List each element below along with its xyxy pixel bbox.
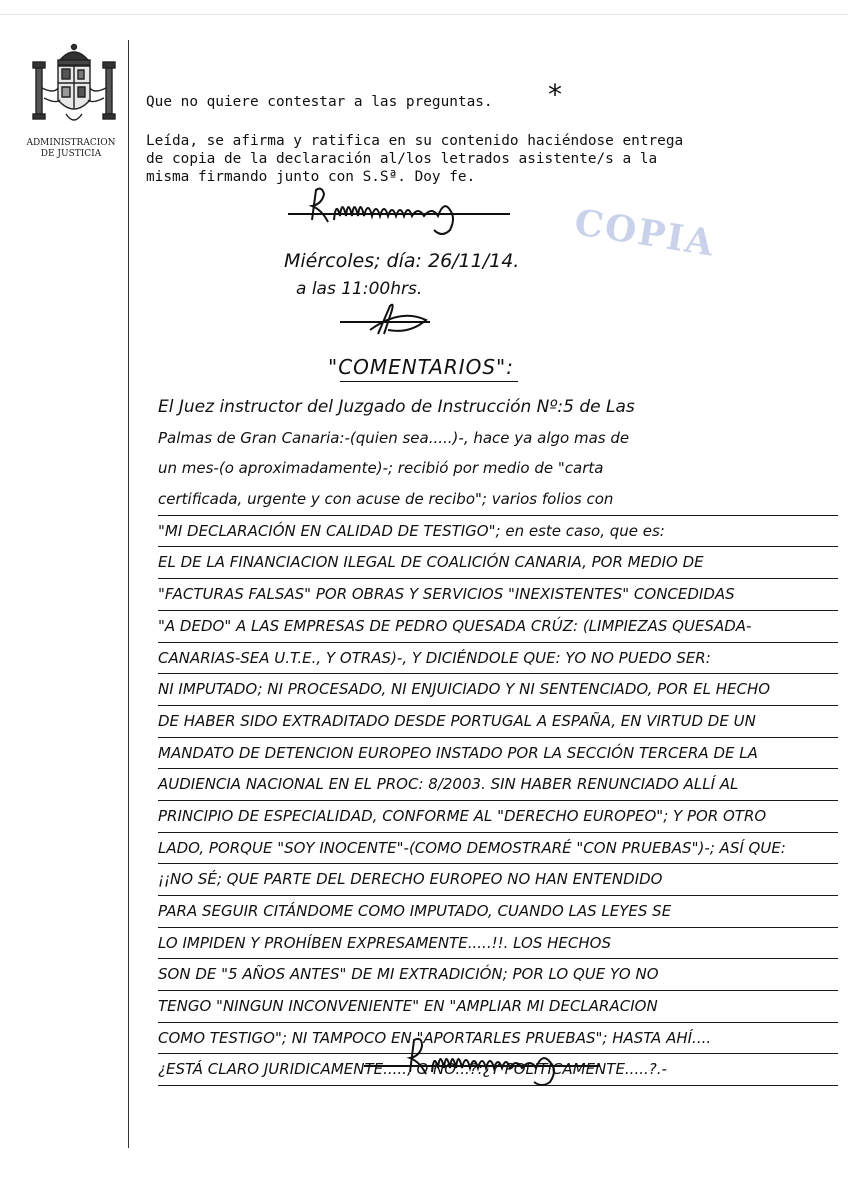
organization-name xyxy=(18,138,124,160)
handwritten-line: certificada, urgente y con acuse de recibo"; varios folios con xyxy=(158,484,838,516)
handwritten-line: ¿ESTÁ CLARO JURIDICAMENTE....., O NO...?:¿Y POLITICAMENTE.....?.- xyxy=(158,1054,838,1086)
copy-stamp: COPIA xyxy=(571,201,719,265)
handwritten-line: EL DE LA FINANCIACION ILEGAL DE COALICIÓN CANARIA, POR MEDIO DE xyxy=(158,547,838,579)
coat-of-arms-icon xyxy=(26,38,122,134)
typed-statement: Que no quiere contestar a las preguntas. xyxy=(146,94,493,110)
typed-paragraph-line: misma firmando junto con S.Sª. Doy fe. xyxy=(146,169,476,185)
typed-paragraph xyxy=(146,132,836,186)
handwritten-line: TENGO "NINGUN INCONVENIENTE" EN "AMPLIAR MI DECLARACION xyxy=(158,991,838,1023)
handwritten-line: Palmas de Gran Canaria:-(quien sea.....)-, hace ya algo mas de xyxy=(158,428,630,447)
handwritten-line: MANDATO DE DETENCION EUROPEO INSTADO POR LA SECCIÓN TERCERA DE LA xyxy=(158,738,838,770)
time-line: a las 11:00hrs. xyxy=(296,279,423,299)
top-border xyxy=(0,14,848,15)
date-line: Miércoles; día: 26/11/14. xyxy=(284,250,520,272)
handwritten-line: DE HABER SIDO EXTRADITADO DESDE PORTUGAL A ESPAÑA, EN VIRTUD DE UN xyxy=(158,706,838,738)
handwritten-line: un mes-(o aproximadamente)-; recibió por medio de "carta xyxy=(158,459,604,478)
handwritten-line: "FACTURAS FALSAS" POR OBRAS Y SERVICIOS "INEXISTENTES" CONCEDIDAS xyxy=(158,579,838,611)
handwritten-line: SON DE "5 AÑOS ANTES" DE MI EXTRADICIÓN; POR LO QUE YO NO xyxy=(158,959,838,991)
handwritten-line: LO IMPIDEN Y PROHÍBEN EXPRESAMENTE.....!!. LOS HECHOS xyxy=(158,928,838,960)
margin-rule xyxy=(128,40,129,1148)
organization-line: DE JUSTICIA xyxy=(40,149,102,159)
signature-2 xyxy=(330,300,450,340)
title-underline xyxy=(340,381,518,382)
typed-paragraph-line: Leída, se afirma y ratifica en su contenido haciéndose entrega xyxy=(146,133,684,149)
handwritten-line: LADO, PORQUE "SOY INOCENTE"-(COMO DEMOSTRARÉ "CON PRUEBAS")-; ASÍ QUE: xyxy=(158,833,838,865)
handwritten-line: NI IMPUTADO; NI PROCESADO, NI ENJUICIADO Y NI SENTENCIADO, POR EL HECHO xyxy=(158,674,838,706)
asterisk-mark: * xyxy=(548,78,562,111)
handwritten-line: AUDIENCIA NACIONAL EN EL PROC: 8/2003. SIN HABER RENUNCIADO ALLÍ AL xyxy=(158,769,838,801)
handwritten-body xyxy=(158,392,838,1086)
comments-title: "COMENTARIOS": xyxy=(328,355,514,379)
handwritten-line: "A DEDO" A LAS EMPRESAS DE PEDRO QUESADA CRÚZ: (LIMPIEZAS QUESADA- xyxy=(158,611,838,643)
handwritten-line: ¡¡NO SÉ; QUE PARTE DEL DERECHO EUROPEO NO HAN ENTENDIDO xyxy=(158,864,838,896)
handwritten-line: El Juez instructor del Juzgado de Instrucción Nº:5 de Las xyxy=(158,397,635,417)
handwritten-line: PARA SEGUIR CITÁNDOME COMO IMPUTADO, CUANDO LAS LEYES SE xyxy=(158,896,838,928)
organization-line: ADMINISTRACION xyxy=(26,138,116,148)
signature-1 xyxy=(282,180,522,240)
handwritten-line: PRINCIPIO DE ESPECIALIDAD, CONFORME AL "DERECHO EUROPEO"; Y POR OTRO xyxy=(158,801,838,833)
handwritten-line: COMO TESTIGO"; NI TAMPOCO EN "APORTARLES PRUEBAS"; HASTA AHÍ.... xyxy=(158,1023,838,1055)
handwritten-line: "MI DECLARACIÓN EN CALIDAD DE TESTIGO"; en este caso, que es: xyxy=(158,516,838,548)
typed-paragraph-line: de copia de la declaración al/los letrados asistente/s a la xyxy=(146,151,658,167)
signature-3 xyxy=(360,1030,610,1090)
handwritten-line: CANARIAS-SEA U.T.E., Y OTRAS)-, Y DICIÉNDOLE QUE: YO NO PUEDO SER: xyxy=(158,643,838,675)
